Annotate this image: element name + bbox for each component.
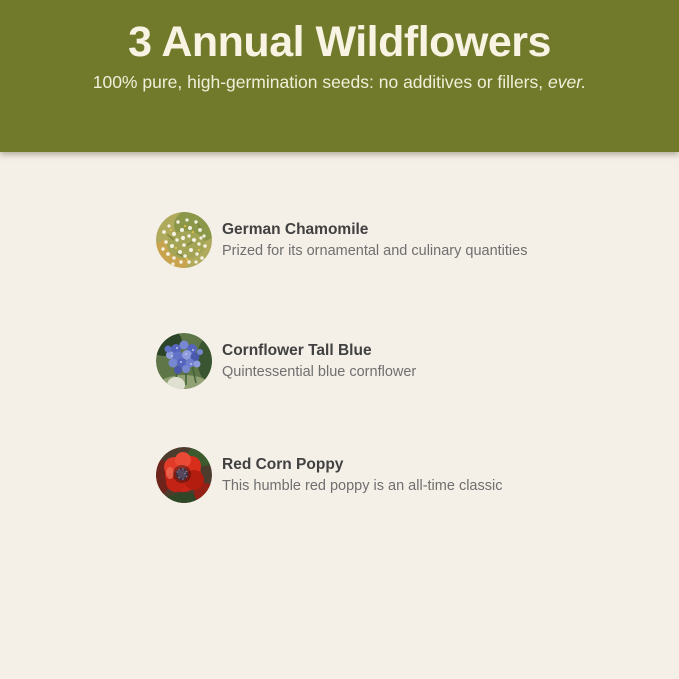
list-item-chamomile	[156, 212, 626, 268]
chamomile-photo	[156, 212, 212, 268]
torn-paper-edge	[0, 0, 679, 152]
subtitle-text: 100% pure, high-germination seeds: no additives or fillers,	[92, 72, 548, 92]
item-title: Red Corn Poppy	[222, 456, 344, 474]
page-title: 3 Annual Wildflowers	[128, 18, 551, 66]
item-description: Prized for its ornamental and culinary quantities	[222, 243, 528, 260]
header-banner	[0, 0, 679, 152]
item-title: Cornflower Tall Blue	[222, 342, 372, 360]
item-text-block	[222, 218, 527, 262]
cornflower-photo	[156, 333, 212, 389]
subtitle-emphasis: ever.	[547, 72, 587, 92]
item-text-block	[222, 339, 416, 383]
item-title: German Chamomile	[222, 221, 369, 239]
item-description: This humble red poppy is an all-time classic	[222, 478, 503, 495]
item-text-block	[222, 453, 502, 497]
list-item-poppy	[156, 447, 626, 503]
poppy-photo	[156, 447, 212, 503]
list-item-cornflower	[156, 333, 626, 389]
item-description: Quintessential blue cornflower	[222, 364, 417, 381]
page-subtitle	[0, 72, 679, 93]
